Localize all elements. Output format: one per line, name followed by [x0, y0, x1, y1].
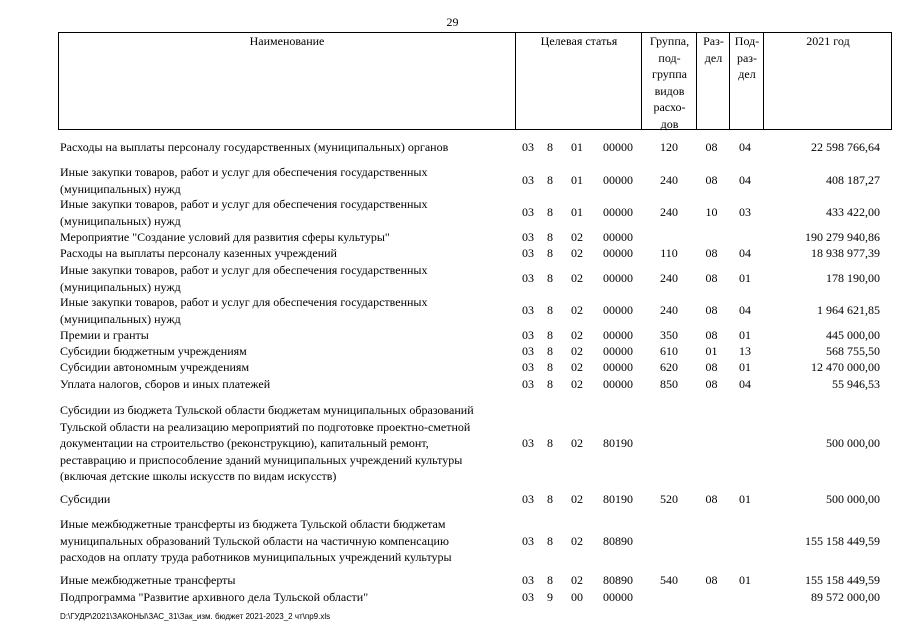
header-group — [641, 33, 697, 129]
row-name — [60, 196, 515, 229]
table-row — [58, 359, 890, 376]
table-row — [58, 262, 890, 295]
cell-code: 80890 — [603, 533, 633, 548]
cell-m: 02 — [571, 492, 583, 506]
cell-section: 08 — [705, 573, 718, 587]
cell-section: 08 — [705, 303, 718, 318]
row-name-line: Субсидии автономным учреждениям — [60, 360, 250, 374]
cell-s: 9 — [547, 590, 553, 604]
cell-section: 08 — [705, 173, 718, 188]
row-name — [60, 376, 515, 393]
row-name-line: муниципальных образований Тульской области на частичную компенсацию — [60, 533, 449, 548]
cell-amount: 500 000,00 — [826, 492, 880, 506]
row-name — [60, 262, 515, 295]
cell-s: 8 — [547, 328, 553, 342]
cell-amount: 408 187,27 — [826, 173, 880, 188]
row-name-line: Уплата налогов, сборов и иных платежей — [60, 377, 271, 391]
row-name — [60, 139, 515, 156]
cell-s: 8 — [547, 246, 553, 260]
cell-group: 120 — [660, 140, 678, 154]
cell-subsection: 04 — [739, 140, 751, 154]
row-name — [60, 327, 515, 344]
header-subsection-line: раз- — [736, 50, 758, 65]
header-year-label: 2021 год — [806, 34, 850, 48]
row-name — [60, 164, 515, 197]
cell-code: 00000 — [603, 344, 633, 358]
header-group-line: видов — [654, 83, 685, 98]
cell-amount: 433 422,00 — [826, 205, 880, 220]
row-name — [60, 229, 515, 246]
row-name-line: (муниципальных) нужд — [60, 311, 181, 326]
row-name-line: Мероприятие "Создание условий для развития сферы культуры" — [60, 230, 390, 244]
page-number: 29 — [446, 15, 459, 29]
table-row — [58, 343, 890, 360]
cell-p: 03 — [522, 590, 534, 604]
cell-amount: 155 158 449,59 — [805, 573, 880, 587]
cell-s: 8 — [547, 533, 553, 548]
cell-s: 8 — [547, 205, 553, 220]
header-section — [696, 33, 730, 129]
file-path-footer: D:\ГУДР\2021\ЗАКОНЫ\ЗАС_31\Зак_изм. бюджет 2021-2023_2 чт\пр9.xls — [60, 612, 331, 621]
header-section-line: дел — [704, 50, 723, 65]
cell-group: 540 — [660, 573, 678, 587]
cell-code: 00000 — [603, 173, 633, 188]
cell-amount: 178 190,00 — [826, 271, 880, 286]
cell-p: 03 — [522, 573, 534, 587]
cell-code: 80190 — [603, 436, 633, 450]
cell-code: 00000 — [603, 303, 633, 318]
table-row — [58, 164, 890, 197]
cell-amount: 568 755,50 — [826, 344, 880, 358]
cell-s: 8 — [547, 492, 553, 506]
table-row — [58, 196, 890, 229]
cell-m: 02 — [571, 377, 583, 391]
header-group-line: Группа, — [649, 34, 690, 48]
cell-s: 8 — [547, 271, 553, 286]
table-row — [58, 491, 890, 508]
cell-code: 00000 — [603, 140, 633, 154]
table-row — [58, 572, 890, 589]
cell-subsection: 01 — [739, 492, 751, 506]
row-name-line: Премии и гранты — [60, 328, 149, 342]
cell-section: 08 — [705, 271, 718, 286]
row-name-line: Иные межбюджетные трансферты из бюджета Тульской области бюджетам — [60, 517, 446, 531]
header-group-line: дов — [660, 116, 679, 131]
cell-m: 02 — [571, 573, 583, 587]
row-name — [60, 359, 515, 376]
cell-s: 8 — [547, 303, 553, 318]
row-name — [60, 491, 515, 508]
header-group-line: расхо- — [653, 100, 686, 114]
row-name — [60, 516, 515, 566]
cell-m: 02 — [571, 533, 583, 548]
cell-m: 02 — [571, 360, 583, 374]
table-row — [58, 245, 890, 262]
cell-subsection: 01 — [739, 573, 751, 587]
cell-m: 02 — [571, 246, 583, 260]
cell-m: 01 — [571, 173, 583, 188]
cell-p: 03 — [522, 205, 534, 220]
row-name-line: Иные закупки товаров, работ и услуг для обеспечения государственных — [60, 295, 428, 309]
row-name-line: (муниципальных) нужд — [60, 181, 181, 196]
row-name — [60, 343, 515, 360]
cell-subsection: 03 — [739, 205, 751, 220]
cell-s: 8 — [547, 377, 553, 391]
header-target — [515, 33, 642, 129]
cell-amount: 190 279 940,86 — [805, 230, 880, 244]
row-name-line: Иные закупки товаров, работ и услуг для обеспечения государственных — [60, 197, 428, 211]
cell-amount: 500 000,00 — [826, 436, 880, 450]
cell-amount: 12 470 000,00 — [811, 360, 880, 374]
cell-s: 8 — [547, 230, 553, 244]
cell-group: 610 — [660, 344, 678, 358]
cell-subsection: 13 — [739, 344, 751, 358]
cell-group: 110 — [660, 246, 678, 260]
header-group-line: под- — [658, 50, 681, 65]
cell-m: 00 — [571, 590, 583, 604]
row-name — [60, 572, 515, 589]
cell-section: 01 — [705, 344, 718, 358]
row-name-line: Тульской области на реализацию мероприятий по подготовке проектно-сметной — [60, 419, 471, 434]
cell-code: 00000 — [603, 230, 633, 244]
cell-amount: 22 598 766,64 — [811, 140, 880, 154]
cell-amount: 1 964 621,85 — [817, 303, 880, 318]
cell-s: 8 — [547, 573, 553, 587]
row-name-line: Подпрограмма "Развитие архивного дела Тульской области" — [60, 590, 369, 604]
cell-code: 00000 — [603, 328, 633, 342]
cell-subsection: 01 — [739, 328, 751, 342]
cell-group: 240 — [660, 173, 678, 188]
table-row — [58, 402, 890, 485]
cell-p: 03 — [522, 271, 534, 286]
cell-group: 350 — [660, 328, 678, 342]
header-year — [763, 33, 892, 129]
cell-m: 01 — [571, 205, 583, 220]
header-subsection-line: дел — [738, 67, 756, 81]
cell-p: 03 — [522, 328, 534, 342]
cell-subsection: 04 — [739, 303, 751, 318]
cell-s: 8 — [547, 436, 553, 450]
cell-s: 8 — [547, 140, 553, 154]
row-name-line: документации на строительство (реконструкцию), капитальный ремонт, — [60, 436, 429, 450]
row-name-line: расходов на оплату труда работников муниципальных учреждений культуры — [60, 550, 452, 564]
cell-p: 03 — [522, 344, 534, 358]
row-name-line: реставрацию и приспособление зданий муниципальных учреждений культуры — [60, 452, 463, 467]
header-subsection — [729, 33, 764, 129]
cell-section: 10 — [705, 205, 718, 220]
cell-m: 01 — [571, 140, 583, 154]
cell-amount: 55 946,53 — [832, 377, 880, 391]
cell-code: 00000 — [603, 271, 633, 286]
row-name-line: Субсидии из бюджета Тульской области бюджетам муниципальных образований — [60, 403, 474, 417]
cell-amount: 89 572 000,00 — [811, 590, 880, 604]
cell-group: 240 — [660, 271, 678, 286]
cell-m: 02 — [571, 271, 583, 286]
row-name — [60, 589, 515, 606]
cell-s: 8 — [547, 360, 553, 374]
cell-amount: 155 158 449,59 — [805, 533, 880, 548]
cell-m: 02 — [571, 230, 583, 244]
cell-group: 850 — [660, 377, 678, 391]
cell-code: 00000 — [603, 360, 633, 374]
header-group-line: группа — [652, 67, 687, 81]
cell-subsection: 01 — [739, 360, 751, 374]
cell-code: 00000 — [603, 590, 633, 604]
row-name-line: Субсидии — [60, 492, 111, 506]
cell-section: 08 — [705, 246, 718, 260]
header-section-line: Раз- — [703, 34, 724, 48]
header-subsection-line: Под- — [734, 34, 760, 48]
cell-subsection: 04 — [739, 173, 751, 188]
row-name-line: (включая детские школы искусств по видам искусств) — [60, 469, 337, 483]
row-name — [60, 402, 515, 485]
table-row — [58, 376, 890, 393]
cell-p: 03 — [522, 303, 534, 318]
cell-subsection: 04 — [739, 246, 751, 260]
cell-group: 240 — [660, 205, 678, 220]
cell-subsection: 01 — [739, 271, 751, 286]
cell-p: 03 — [522, 492, 534, 506]
table-row — [58, 229, 890, 246]
cell-amount: 18 938 977,39 — [811, 246, 880, 260]
row-name-line: (муниципальных) нужд — [60, 279, 181, 294]
cell-subsection: 04 — [739, 377, 751, 391]
row-name-line: (муниципальных) нужд — [60, 213, 181, 228]
cell-code: 00000 — [603, 205, 633, 220]
table-row — [58, 294, 890, 327]
row-name-line: Расходы на выплаты персоналу казенных учреждений — [60, 246, 337, 260]
row-name-line: Иные межбюджетные трансферты — [60, 573, 236, 587]
cell-p: 03 — [522, 230, 534, 244]
row-name-line: Иные закупки товаров, работ и услуг для обеспечения государственных — [60, 165, 428, 179]
cell-code: 80190 — [603, 492, 633, 506]
cell-p: 03 — [522, 173, 534, 188]
cell-code: 80890 — [603, 573, 633, 587]
cell-section: 08 — [705, 328, 718, 342]
cell-code: 00000 — [603, 246, 633, 260]
cell-p: 03 — [522, 140, 534, 154]
cell-section: 08 — [705, 377, 718, 391]
table-header — [58, 32, 892, 130]
cell-section: 08 — [705, 492, 718, 506]
table-row — [58, 589, 890, 606]
cell-p: 03 — [522, 360, 534, 374]
cell-p: 03 — [522, 533, 534, 548]
cell-s: 8 — [547, 173, 553, 188]
cell-p: 03 — [522, 377, 534, 391]
cell-s: 8 — [547, 344, 553, 358]
header-target-label: Целевая статья — [540, 34, 618, 48]
cell-p: 03 — [522, 436, 534, 450]
cell-section: 08 — [705, 140, 718, 154]
cell-group: 520 — [660, 492, 678, 506]
row-name — [60, 294, 515, 327]
cell-section: 08 — [705, 360, 718, 374]
row-name — [60, 245, 515, 262]
cell-p: 03 — [522, 246, 534, 260]
cell-m: 02 — [571, 344, 583, 358]
table-row — [58, 516, 890, 566]
cell-m: 02 — [571, 303, 583, 318]
cell-amount: 445 000,00 — [826, 328, 880, 342]
cell-group: 620 — [660, 360, 678, 374]
cell-m: 02 — [571, 436, 583, 450]
row-name-line: Иные закупки товаров, работ и услуг для обеспечения государственных — [60, 263, 428, 277]
header-name-label: Наименование — [249, 34, 325, 48]
table-row — [58, 327, 890, 344]
cell-code: 00000 — [603, 377, 633, 391]
cell-m: 02 — [571, 328, 583, 342]
row-name-line: Субсидии бюджетным учреждениям — [60, 344, 247, 358]
row-name-line: Расходы на выплаты персоналу государственных (муниципальных) органов — [60, 140, 449, 154]
cell-group: 240 — [660, 303, 678, 318]
header-name — [59, 33, 515, 129]
table-row — [58, 139, 890, 156]
